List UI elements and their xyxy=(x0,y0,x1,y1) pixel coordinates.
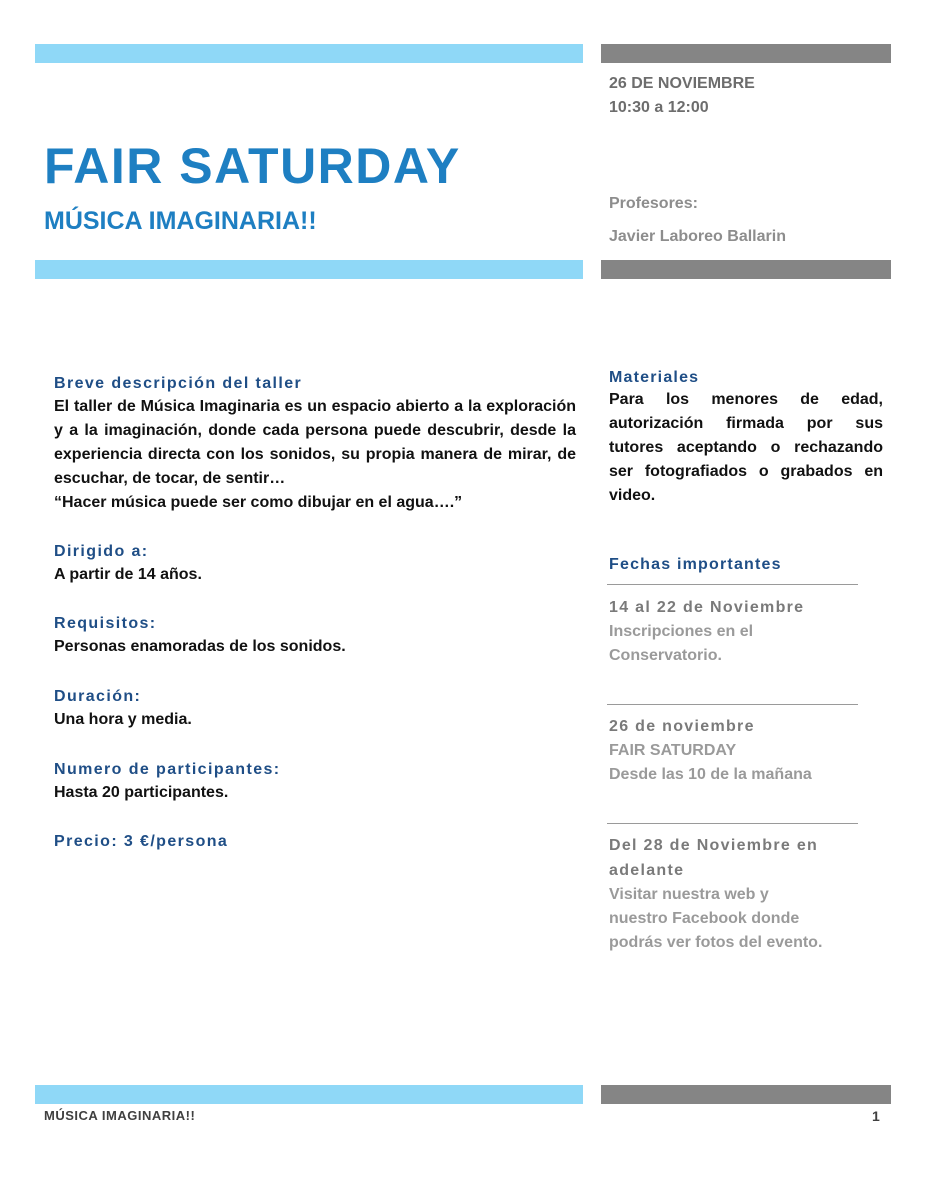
fechas-heading: Fechas importantes xyxy=(609,556,782,573)
page-number: 1 xyxy=(872,1108,880,1124)
event-line: nuestro Facebook donde xyxy=(609,910,800,927)
event-line: FAIR SATURDAY xyxy=(609,742,737,759)
divider xyxy=(607,823,858,824)
divider xyxy=(607,704,858,705)
footer-blue-bar xyxy=(35,1085,583,1104)
materiales-body: Para los menores de edad, autorización firmada por sus tutores aceptando o rechazando ser fotografiados o grabados en video. xyxy=(609,391,883,504)
duracion-section xyxy=(54,686,576,732)
precio-heading: Precio: 3 €/persona xyxy=(54,833,229,850)
profesor-name: Javier Laboreo Ballarin xyxy=(609,228,786,245)
requisitos-heading: Requisitos: xyxy=(54,615,157,632)
event-title: 14 al 22 de Noviembre xyxy=(609,599,805,616)
dirigido-heading: Dirigido a: xyxy=(54,543,149,560)
event-line: Desde las 10 de la mañana xyxy=(609,766,812,783)
participantes-heading: Numero de participantes: xyxy=(54,761,281,778)
dirigido-body: A partir de 14 años. xyxy=(54,566,202,583)
descripcion-body: El taller de Música Imaginaria es un espacio abierto a la exploración y a la imaginación, donde cada persona puede descubrir, desde la experiencia directa con los sonidos, su propia manera de mirar, de escuchar, de tocar, de sentir… xyxy=(54,398,576,487)
profesores-label: Profesores: xyxy=(609,195,698,212)
dirigido-section xyxy=(54,541,576,587)
page-title: FAIR SATURDAY xyxy=(44,138,461,194)
materiales-heading: Materiales xyxy=(609,369,700,386)
page-subtitle: MÚSICA IMAGINARIA!! xyxy=(44,207,317,235)
event-title: adelante xyxy=(609,862,685,879)
duracion-heading: Duración: xyxy=(54,688,142,705)
event-title: 26 de noviembre xyxy=(609,718,755,735)
event-time: 10:30 a 12:00 xyxy=(609,99,709,116)
footer-title: MÚSICA IMAGINARIA!! xyxy=(44,1108,196,1123)
descripcion-section xyxy=(54,373,576,515)
fechas-heading-block xyxy=(609,555,883,575)
event-item xyxy=(609,595,869,668)
event-line: Conservatorio. xyxy=(609,647,722,664)
participantes-body: Hasta 20 participantes. xyxy=(54,784,229,801)
participantes-section xyxy=(54,759,576,805)
event-line: Visitar nuestra web y xyxy=(609,886,769,903)
divider xyxy=(607,584,858,585)
event-item xyxy=(609,714,869,787)
descripcion-quote: “Hacer música puede ser como dibujar en el agua….” xyxy=(54,494,463,511)
event-item xyxy=(609,833,869,955)
header-bottom-gray-bar xyxy=(601,260,891,279)
event-date: 26 DE NOVIEMBRE xyxy=(609,75,755,92)
event-line: podrás ver fotos del evento. xyxy=(609,934,823,951)
event-date-block xyxy=(609,72,755,120)
footer-gray-bar xyxy=(601,1085,891,1104)
top-gray-bar xyxy=(601,44,891,63)
materiales-section xyxy=(609,368,883,508)
descripcion-heading: Breve descripción del taller xyxy=(54,375,303,392)
top-blue-bar xyxy=(35,44,583,63)
precio-section xyxy=(54,831,576,853)
header-bottom-blue-bar xyxy=(35,260,583,279)
event-line: Inscripciones en el xyxy=(609,623,754,640)
requisitos-body: Personas enamoradas de los sonidos. xyxy=(54,638,346,655)
requisitos-section xyxy=(54,613,576,659)
event-title: Del 28 de Noviembre en xyxy=(609,837,819,854)
duracion-body: Una hora y media. xyxy=(54,711,192,728)
